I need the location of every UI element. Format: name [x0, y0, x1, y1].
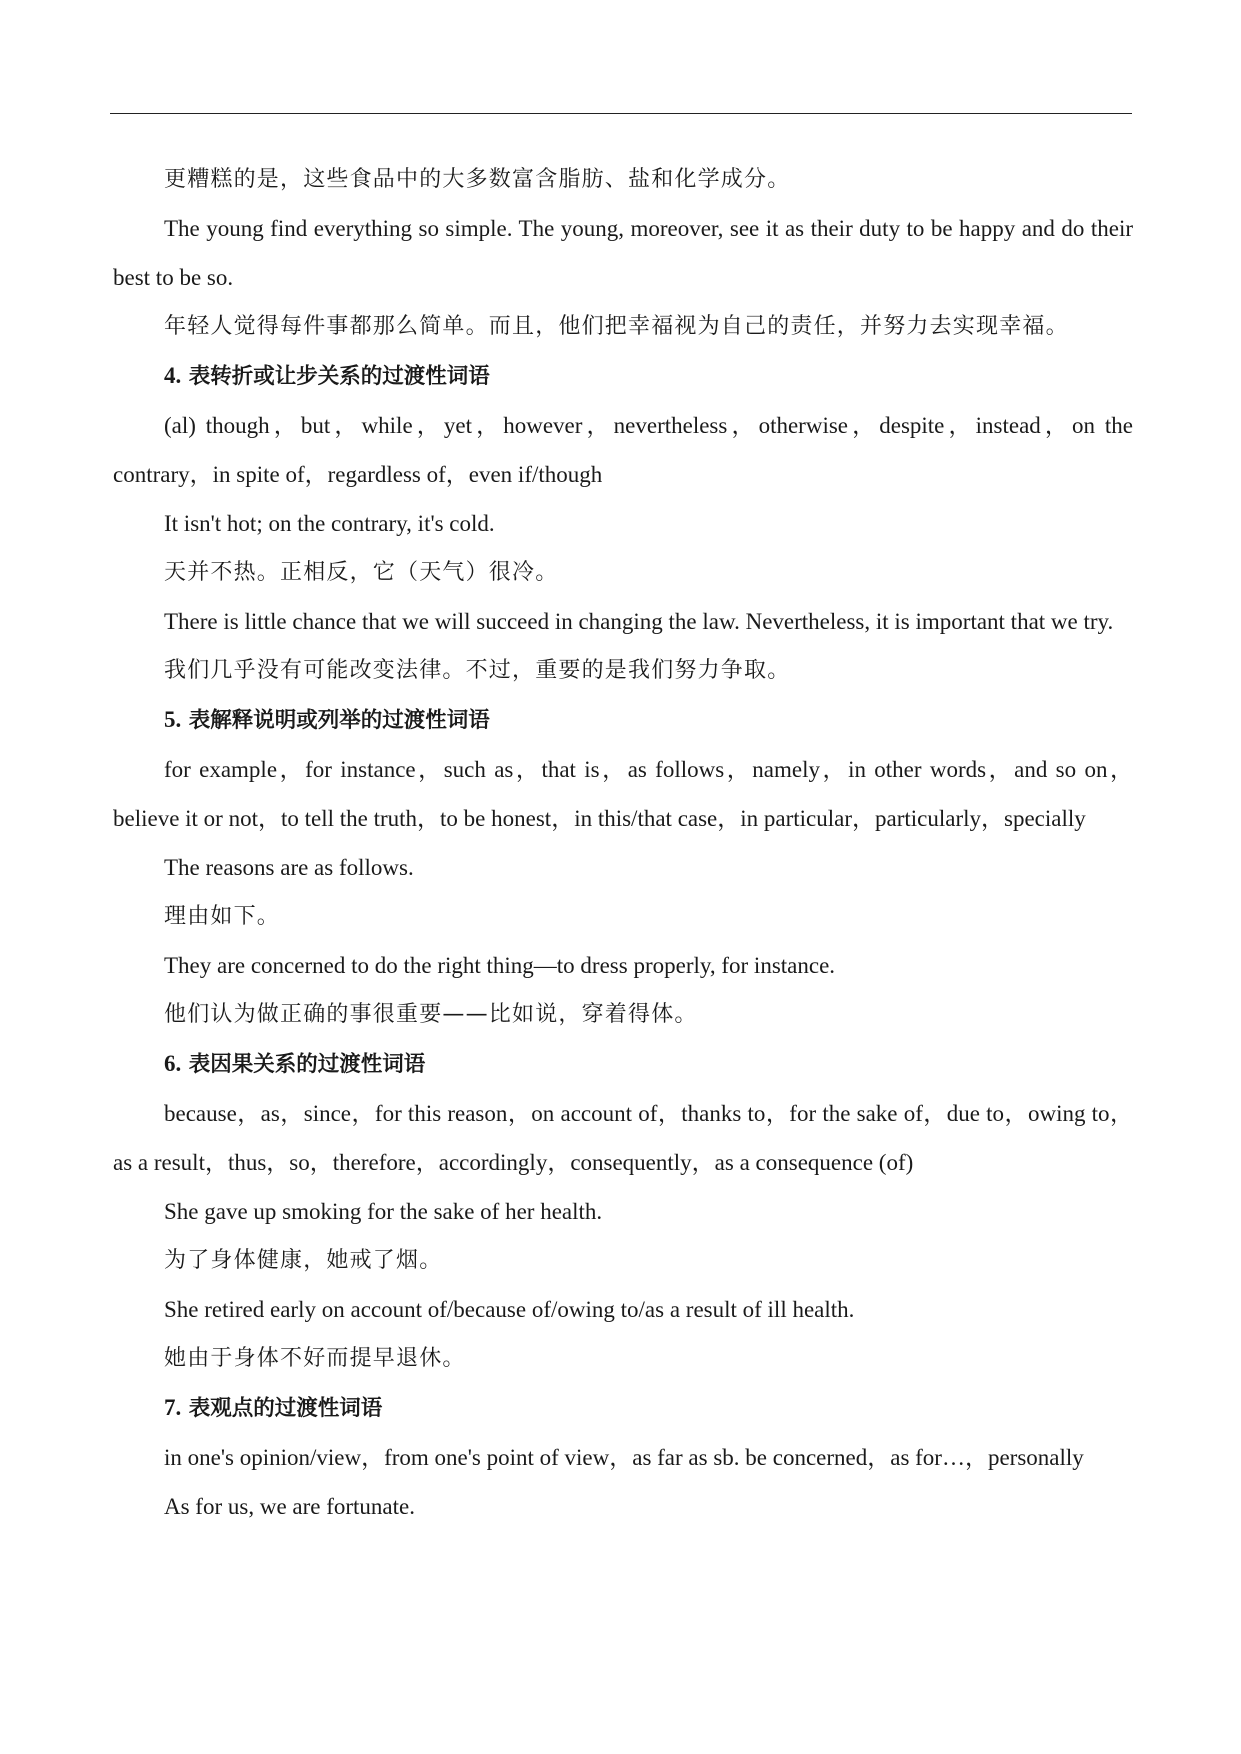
section-heading-7: [113, 1383, 1133, 1433]
paragraph-example: It isn't hot; on the contrary, it's cold.: [164, 511, 495, 536]
paragraph-example: She gave up smoking for the sake of her health.: [164, 1199, 603, 1224]
section-heading-4: [113, 351, 1133, 401]
header-rule: [110, 113, 1132, 114]
paragraph-translation: 为了身体健康，她戒了烟。: [164, 1248, 443, 1273]
document-body: [113, 155, 1133, 1531]
paragraph-word-list: because，as，since，for this reason，on account of，thanks to，for the sake of，due to，owing to，as a result，thus，so，therefore，accordingly，consequently，as a consequence (of): [113, 1101, 1133, 1175]
section-number: 7.: [164, 1395, 182, 1420]
section-title: 表观点的过渡性词语: [188, 1396, 383, 1421]
section-heading-6: [113, 1039, 1133, 1089]
paragraph-example: The reasons are as follows.: [164, 855, 414, 880]
section-heading-5: [113, 695, 1133, 745]
paragraph-translation: 天并不热。正相反，它（天气）很冷。: [164, 560, 559, 585]
paragraph-translation: 她由于身体不好而提早退休。: [164, 1346, 466, 1371]
section-title: 表解释说明或列举的过渡性词语: [188, 708, 490, 733]
section-number: 4.: [164, 363, 182, 388]
paragraph-word-list: for example，for instance，such as，that is，as follows，namely，in other words，and so on，believe it or not，to tell the truth，to be honest，in this/that case，in particular，particularly，specially: [113, 757, 1133, 831]
paragraph-translation: 我们几乎没有可能改变法律。不过，重要的是我们努力争取。: [164, 658, 791, 683]
section-number: 5.: [164, 707, 182, 732]
section-title: 表转折或让步关系的过渡性词语: [188, 364, 490, 389]
paragraph-word-list: (al) though，but，while，yet，however，nevertheless，otherwise，despite，instead，on the contrary，in spite of，regardless of，even if/though: [113, 413, 1133, 487]
paragraph-example: She retired early on account of/because of/owing to/as a result of ill health.: [164, 1297, 855, 1322]
paragraph-word-list: in one's opinion/view，from one's point of view，as far as sb. be concerned，as for…，personally: [164, 1445, 1084, 1470]
section-number: 6.: [164, 1051, 182, 1076]
paragraph-example: There is little chance that we will succeed in changing the law. Nevertheless, it is important that we try.: [164, 609, 1114, 634]
paragraph-translation: 更糟糕的是，这些食品中的大多数富含脂肪、盐和化学成分。: [164, 167, 791, 192]
section-title: 表因果关系的过渡性词语: [188, 1052, 426, 1077]
paragraph-example: The young find everything so simple. The young, moreover, see it as their duty to be happy and do their best to be so.: [113, 216, 1133, 290]
paragraph-example: They are concerned to do the right thing—to dress properly, for instance.: [164, 953, 836, 978]
paragraph-translation: 理由如下。: [164, 904, 281, 929]
paragraph-translation: 年轻人觉得每件事都那么简单。而且，他们把幸福视为自己的责任，并努力去实现幸福。: [164, 314, 1069, 339]
paragraph-example: As for us, we are fortunate.: [164, 1494, 415, 1519]
paragraph-translation: 他们认为做正确的事很重要——比如说，穿着得体。: [164, 1002, 698, 1027]
